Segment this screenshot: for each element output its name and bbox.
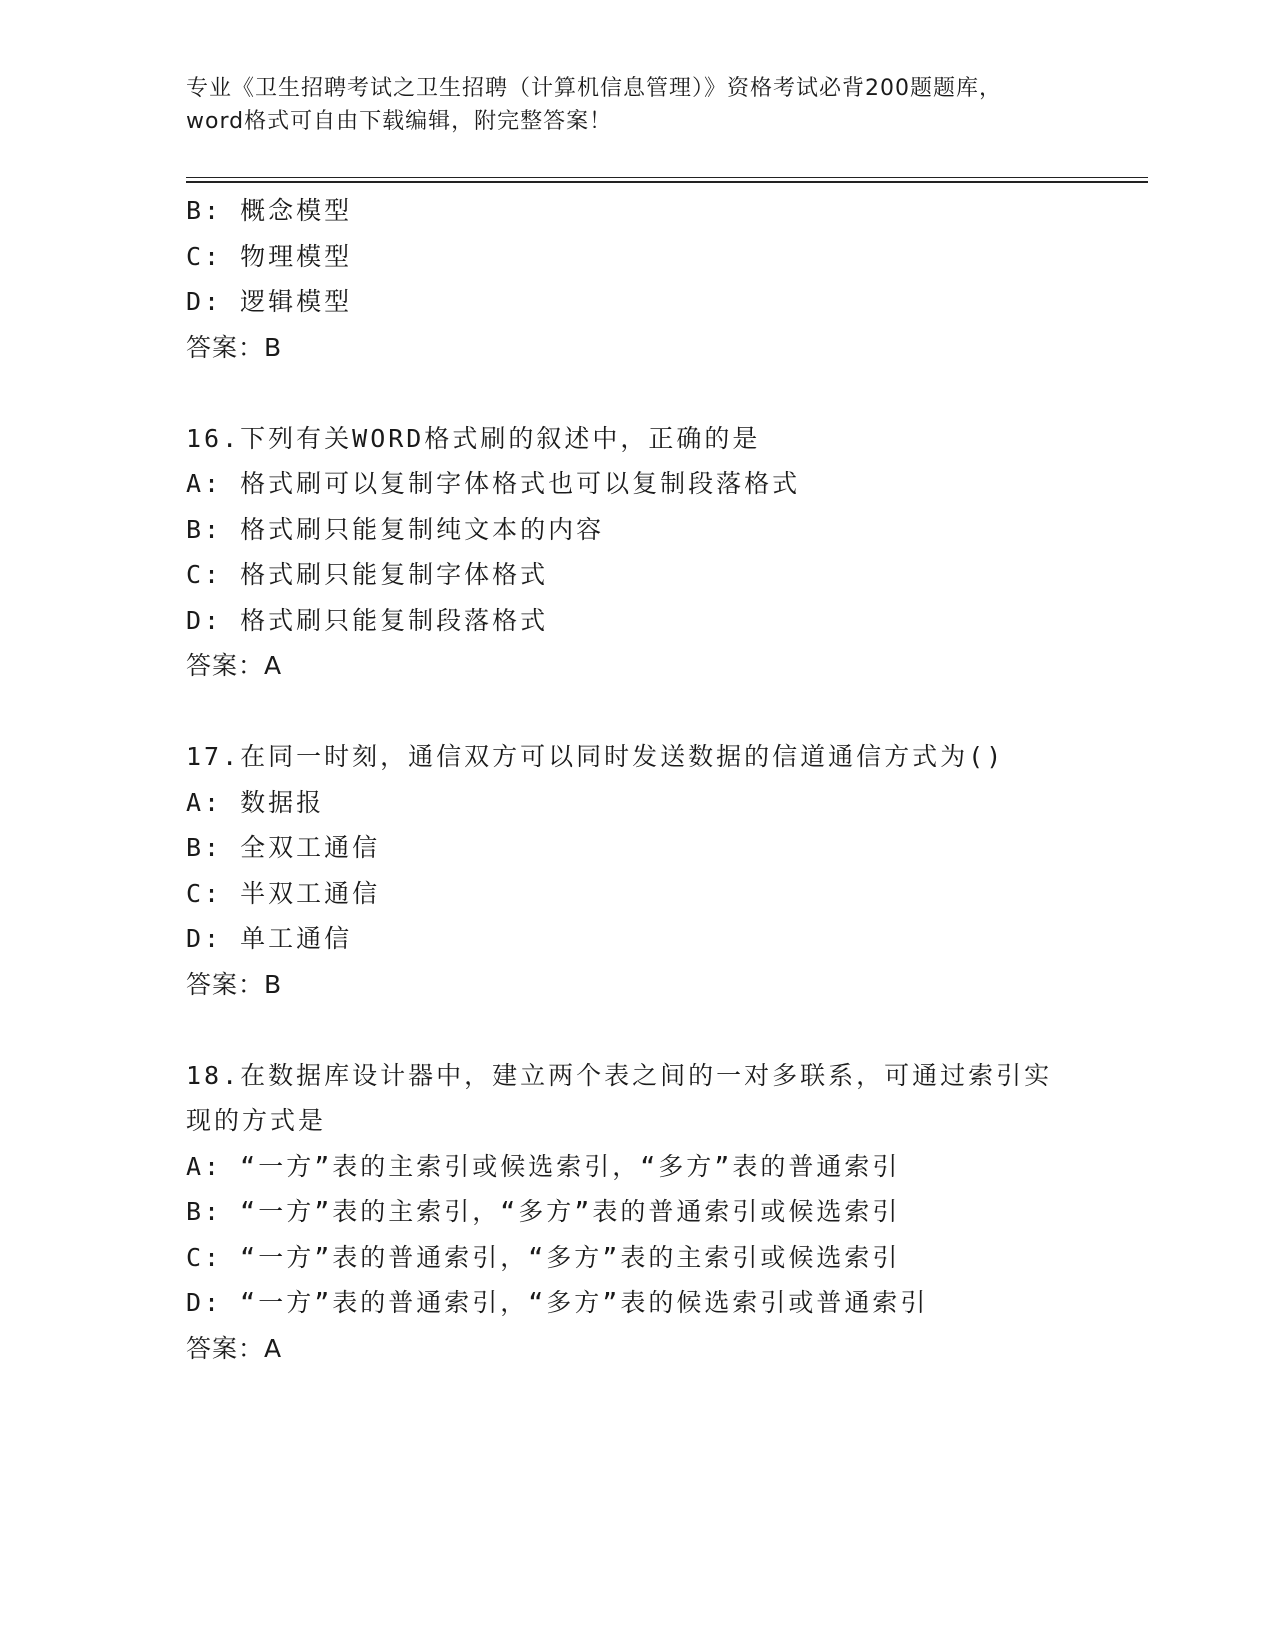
document-body	[186, 188, 1086, 1371]
option-c: C: 格式刷只能复制字体格式	[186, 560, 549, 589]
answer-line: 答案：B	[186, 332, 283, 362]
question-partial	[186, 188, 1086, 370]
spacer	[186, 1007, 1086, 1053]
question-stem: 16.下列有关WORD格式刷的叙述中，正确的是	[186, 423, 761, 453]
option-d: D: 格式刷只能复制段落格式	[186, 605, 549, 635]
option-d: D: “一方”表的普通索引，“多方”表的候选索引或普通索引	[186, 1288, 929, 1317]
option-d: D: 逻辑模型	[186, 287, 353, 316]
option-c: C: 物理模型	[186, 241, 353, 271]
option-a: A: 数据报	[186, 787, 325, 817]
option-d: D: 单工通信	[186, 924, 353, 953]
header-divider-thin	[186, 177, 1148, 178]
question-16	[186, 416, 1086, 689]
header-divider-thick	[186, 181, 1148, 183]
question-stem-continued: 现的方式是	[186, 1106, 327, 1135]
question-stem: 17.在同一时刻，通信双方可以同时发送数据的信道通信方式为()	[186, 742, 1005, 771]
answer-line: 答案：A	[186, 651, 283, 680]
header-title-line-1: 专业《卫生招聘考试之卫生招聘（计算机信息管理）》资格考试必背200题题库，	[186, 76, 1002, 101]
option-b: B: “一方”表的主索引，“多方”表的普通索引或候选索引	[186, 1197, 901, 1226]
question-17	[186, 734, 1086, 1007]
spacer	[186, 689, 1086, 735]
header-title-line-2: word格式可自由下载编辑，附完整答案！	[186, 109, 613, 134]
option-c: C: “一方”表的普通索引，“多方”表的主索引或候选索引	[186, 1242, 901, 1272]
option-b: B: 全双工通信	[186, 833, 381, 862]
option-a: A: “一方”表的主索引或候选索引，“多方”表的普通索引	[186, 1151, 901, 1181]
document-header	[186, 72, 1086, 138]
question-stem: 18.在数据库设计器中，建立两个表之间的一对多联系，可通过索引实	[186, 1060, 1053, 1090]
option-a: A: 格式刷可以复制字体格式也可以复制段落格式	[186, 469, 801, 498]
answer-line: 答案：B	[186, 969, 283, 999]
answer-line: 答案：A	[186, 1333, 283, 1363]
question-18	[186, 1053, 1086, 1372]
spacer	[186, 370, 1086, 416]
option-b: B: 概念模型	[186, 196, 353, 225]
option-c: C: 半双工通信	[186, 878, 381, 908]
option-b: B: 格式刷只能复制纯文本的内容	[186, 514, 605, 544]
